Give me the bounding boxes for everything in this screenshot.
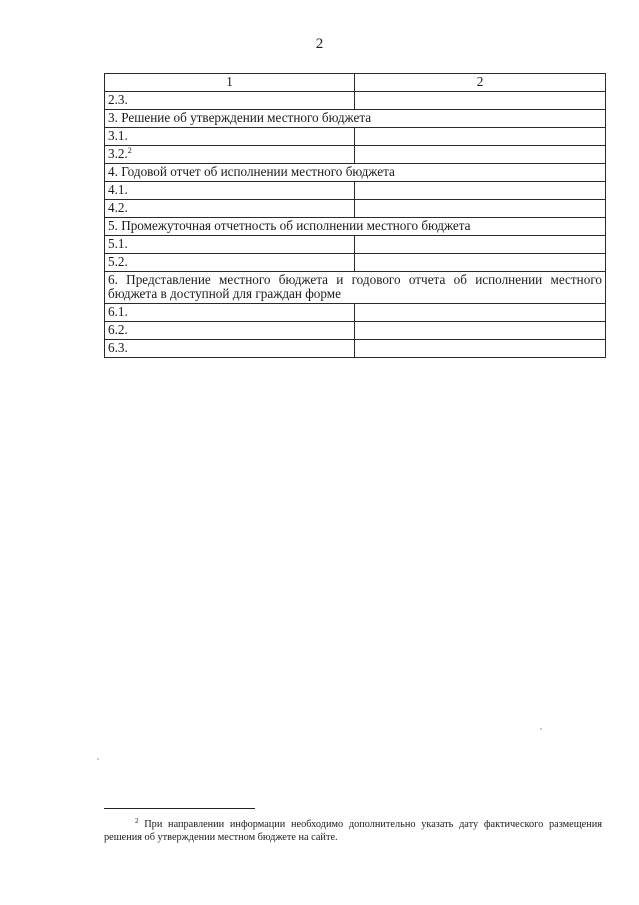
row-label: 2.3. [105,92,355,110]
footnote-divider [104,808,255,809]
column-header-1: 1 [105,74,355,92]
table-header-row [105,74,606,92]
page-number: 2 [315,36,324,52]
row-label: 5.2. [105,254,355,272]
footnote [104,818,602,844]
row-value-cell [355,304,606,322]
section-heading: 3. Решение об утверждении местного бюджета [105,110,606,128]
row-value-cell [355,146,606,164]
scan-speck [97,758,99,760]
row-value-cell [355,128,606,146]
table-row [105,200,606,218]
table-row [105,304,606,322]
section-row [105,164,606,182]
row-value-cell [355,236,606,254]
row-label: 6.3. [105,340,355,358]
row-label: 4.1. [105,182,355,200]
row-value-cell [355,254,606,272]
row-label: 3.1. [105,128,355,146]
footnote-reference: 2 [127,146,132,155]
row-label: 4.2. [105,200,355,218]
row-label: 6.1. [105,304,355,322]
section-heading: 4. Годовой отчет об исполнении местного бюджета [105,164,606,182]
scan-speck [540,728,542,730]
row-value-cell [355,182,606,200]
footnote-marker: 2 [135,817,139,825]
row-value-cell [355,200,606,218]
table-row [105,236,606,254]
table-row [105,322,606,340]
table-row [105,128,606,146]
table-row [105,182,606,200]
row-label-with-footnote [105,146,355,164]
section-row [105,218,606,236]
section-row [105,272,606,304]
row-value-cell [355,340,606,358]
table-row [105,340,606,358]
table-row [105,254,606,272]
budget-info-table [104,73,606,358]
section-row [105,110,606,128]
row-label: 5.1. [105,236,355,254]
table-row [105,146,606,164]
footnote-text: При направлении информации необходимо дополнительно указать дату фактического размещения решения об утверждении местном бюджете на сайте. [104,819,602,843]
row-label: 3.2. [108,146,128,161]
row-label: 6.2. [105,322,355,340]
section-heading: 6. Представление местного бюджета и годового отчета об исполнении местного бюджета в доступной для граждан форме [105,272,606,304]
row-value-cell [355,322,606,340]
row-value-cell [355,92,606,110]
table-row [105,92,606,110]
column-header-2: 2 [355,74,606,92]
section-heading: 5. Промежуточная отчетность об исполнении местного бюджета [105,218,606,236]
